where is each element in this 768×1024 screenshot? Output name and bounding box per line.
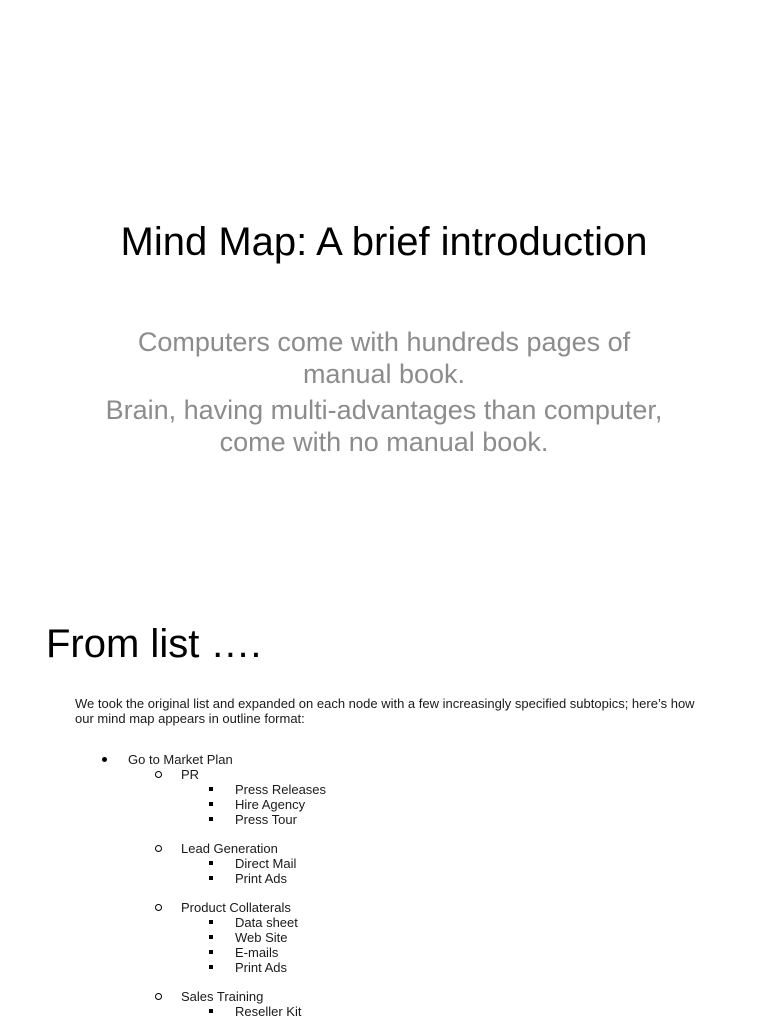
outline-item-level2 [75,767,695,782]
outline-item-level3 [75,1004,695,1019]
outline-label: Go to Market Plan [128,752,233,767]
outline-item-level3 [75,960,695,975]
slide-list [0,576,768,1024]
outline-item-level2 [75,841,695,856]
outline-label: Data sheet [235,915,298,930]
bullet-square-icon [209,950,213,954]
outline-item-level3 [75,930,695,945]
outline-item-level3 [75,782,695,797]
bullet-circle-icon [155,771,162,778]
outline-label: PR [181,767,200,782]
document-snippet [75,696,695,1024]
outline-item-level3 [75,915,695,930]
outline-label: Web Site [235,930,288,945]
subtitle-line: Brain, having multi-advantages than computer, come with no manual book. [105,395,663,457]
outline-item-level3 [75,797,695,812]
outline-group-lead-generation [75,841,695,886]
outline-group-product-collaterals [75,900,695,975]
bullet-square-icon [209,920,213,924]
bullet-square-icon [209,802,213,806]
outline-label: Press Releases [235,782,327,797]
bullet-square-icon [209,861,213,865]
bullet-square-icon [209,787,213,791]
outline-item-level3 [75,812,695,827]
bullet-square-icon [209,876,213,880]
outline-group-sales-training [75,989,695,1019]
slide-title-heading: Mind Map: A brief introduction [120,220,648,264]
intro-paragraph: We took the original list and expanded on each node with a few increasingly specified subtopics; here’s how our mind map appears in outline format: [75,696,695,726]
outline-label: Product Collaterals [181,900,291,915]
outline-label: Press Tour [235,812,297,827]
outline-label: Sales Training [181,989,264,1004]
outline-item-level3 [75,871,695,886]
outline-item-level3 [75,945,695,960]
outline-item-level2 [75,900,695,915]
outline-label: Lead Generation [181,841,278,856]
bullet-dot-icon [102,757,107,762]
slide-heading: From list …. [46,622,262,666]
outline-label: Hire Agency [235,797,306,812]
outline-item-level3 [75,856,695,871]
outline-label: Direct Mail [235,856,297,871]
subtitle-line: Computers come with hundreds pages of manual book. [137,327,631,389]
bullet-circle-icon [155,845,162,852]
outline-label: E-mails [235,945,279,960]
bullet-square-icon [209,817,213,821]
bullet-square-icon [209,1009,213,1013]
outline-item-level1 [75,752,695,767]
outline-item-level2 [75,989,695,1004]
bullet-square-icon [209,965,213,969]
outline-group-pr [75,767,695,827]
slide-subtitle [100,326,668,462]
bullet-circle-icon [155,993,162,1000]
bullet-circle-icon [155,904,162,911]
outline-label: Print Ads [235,960,288,975]
bullet-square-icon [209,935,213,939]
outline-label: Print Ads [235,871,288,886]
outline-label: Reseller Kit [235,1004,302,1019]
